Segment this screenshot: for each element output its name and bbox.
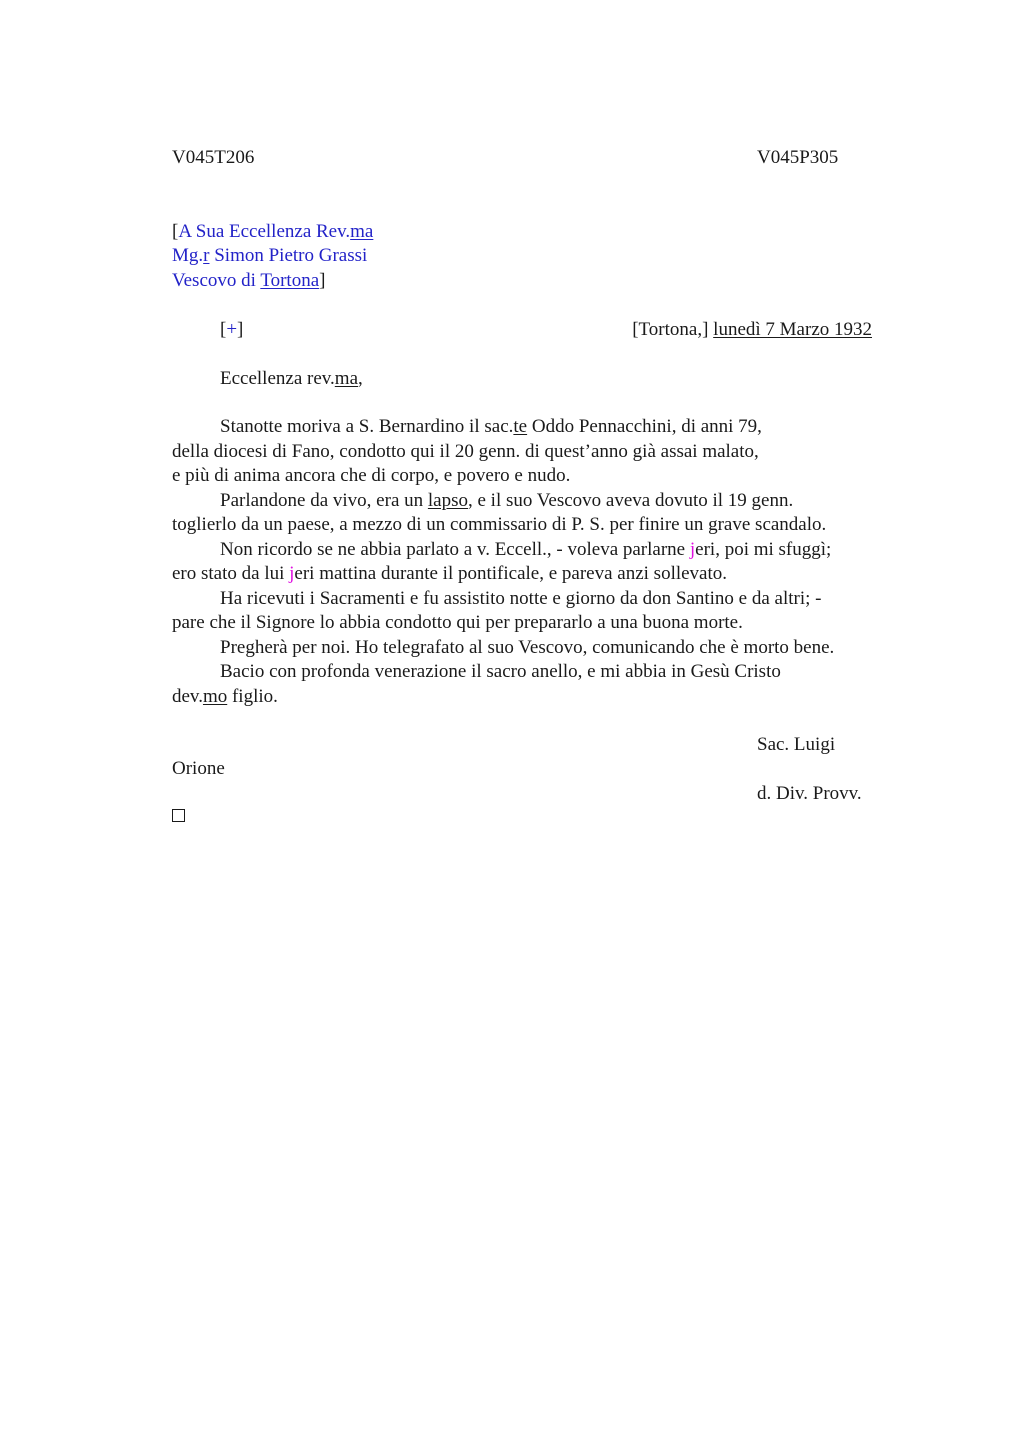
dateline — [632, 318, 872, 343]
signature-line-3: d. Div. Provv. — [757, 783, 862, 804]
body-line: pare che il Signore lo abbia condotto qui per prepararlo a una buona morte. — [172, 612, 743, 633]
end-marker-box-icon — [172, 809, 185, 822]
body-line: Stanotte moriva a S. Bernardino il sac.te Oddo Pennacchini, di anni 79, — [220, 416, 762, 437]
signature-line-1: Sac. Luigi — [757, 734, 836, 755]
place: [Tortona,] — [632, 319, 714, 340]
document-code-left: V045T206 — [172, 147, 255, 168]
cross-symbol: [+] — [220, 319, 244, 340]
body-line: Parlandone da vivo, era un lapso, e il suo Vescovo aveva dovuto il 19 genn. — [220, 489, 794, 511]
document-code-right: V045P305 — [757, 147, 839, 168]
body-line: Non ricordo se ne abbia parlato a v. Eccell., - voleva parlarne jeri, poi mi sfuggì; — [220, 538, 832, 560]
body-line: ero stato da lui jeri mattina durante il pontificale, e pareva anzi sollevato. — [172, 563, 728, 584]
body-line: toglierlo da un paese, a mezzo di un commissario di P. S. per finire un grave scandalo. — [172, 514, 827, 535]
body-line: Ha ricevuti i Sacramenti e fu assistito notte e giorno da don Santino e da altri; - — [220, 587, 822, 609]
signature-line-2: Orione — [172, 758, 225, 779]
body-line: e più di anima ancora che di corpo, e povero e nudo. — [172, 465, 571, 486]
salutation: Eccellenza rev.ma, — [220, 368, 363, 389]
addressee-line-2: Mg.r Simon Pietro Grassi — [172, 245, 368, 266]
body-line: dev.mo figlio. — [172, 685, 278, 707]
addressee-line-1: [A Sua Eccellenza Rev.ma — [172, 221, 374, 242]
body-line: Bacio con profonda venerazione il sacro anello, e mi abbia in Gesù Cristo — [220, 661, 781, 682]
letter-body — [172, 415, 912, 709]
addressee-line-3: Vescovo di Tortona] — [172, 270, 326, 291]
date: lunedì 7 Marzo 1932 — [713, 319, 872, 340]
body-line: della diocesi di Fano, condotto qui il 20 genn. di quest’anno già assai malato, — [172, 440, 759, 462]
body-line: Pregherà per noi. Ho telegrafato al suo Vescovo, comunicando che è morto bene. — [220, 636, 835, 658]
